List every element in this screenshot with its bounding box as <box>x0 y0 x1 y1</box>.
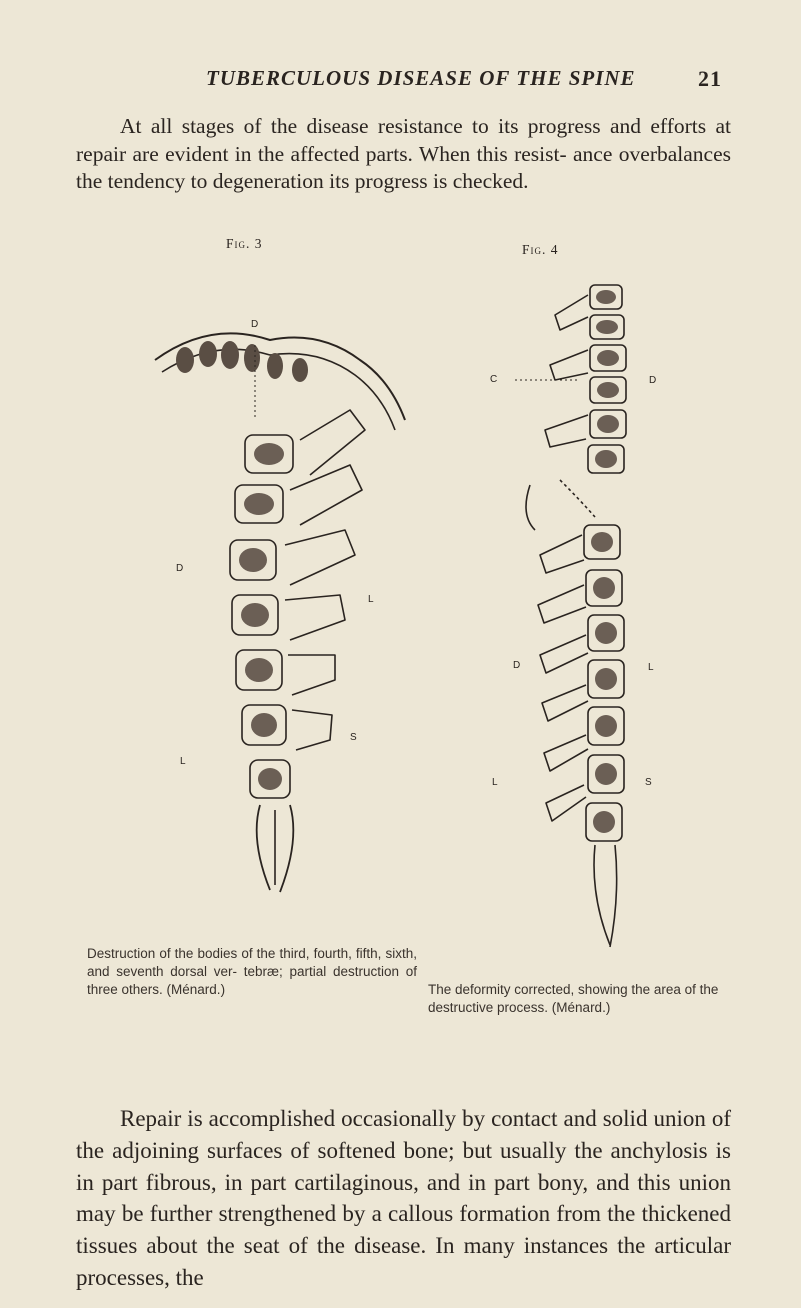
figure-3-marker-d-top: D <box>251 319 259 330</box>
paragraph-2: Repair is accomplished occasionally by contact and solid union of the adjoining surfaces of softened bone; but usually the anchylosis is in part fibrous, in part cartilaginous, and in part bony, and this union may be further strengthened by a callous formation from the thickened tissues about the seat of the disease. In many instances the articular processes, the <box>76 1106 731 1290</box>
figure-4-marker-l-left: L <box>492 777 498 788</box>
running-head-title: TUBERCULOUS DISEASE OF THE SPINE <box>206 66 636 90</box>
figure-3-caption: Destruction of the bodies of the third, fourth, fifth, sixth, and seventh dorsal ver- tebræ; partial destruction of three others. (Ménard.) <box>87 946 417 997</box>
figure-4-marker-c-left: C <box>490 374 498 385</box>
figure-4-marker-l-right: L <box>648 662 654 673</box>
figure-4-label: Fig. 4 <box>522 242 559 257</box>
figure-4-caption: The deformity corrected, showing the area of the destructive process. (Ménard.) <box>428 982 719 1015</box>
figure-3-marker-s-right: S <box>350 732 357 743</box>
figure-3-marker-d-left: D <box>176 563 184 574</box>
figure-4-illustration <box>500 255 680 955</box>
paragraph-1: At all stages of the disease resistance to its progress and efforts at repair are evident in the affected parts. When this resist- ance overbalances the tendency to degeneration its progress is checked. <box>76 114 731 193</box>
figure-4-marker-d-right: D <box>649 375 657 386</box>
figure-3-marker-l-left: L <box>180 756 186 767</box>
figure-3-marker-l-right: L <box>368 594 374 605</box>
figure-4-marker-d-left: D <box>513 660 521 671</box>
figure-3-illustration <box>150 300 430 900</box>
figure-4-marker-s-right: S <box>645 777 652 788</box>
figure-3-label: Fig. 3 <box>226 236 263 251</box>
page-number: 21 <box>698 66 722 91</box>
